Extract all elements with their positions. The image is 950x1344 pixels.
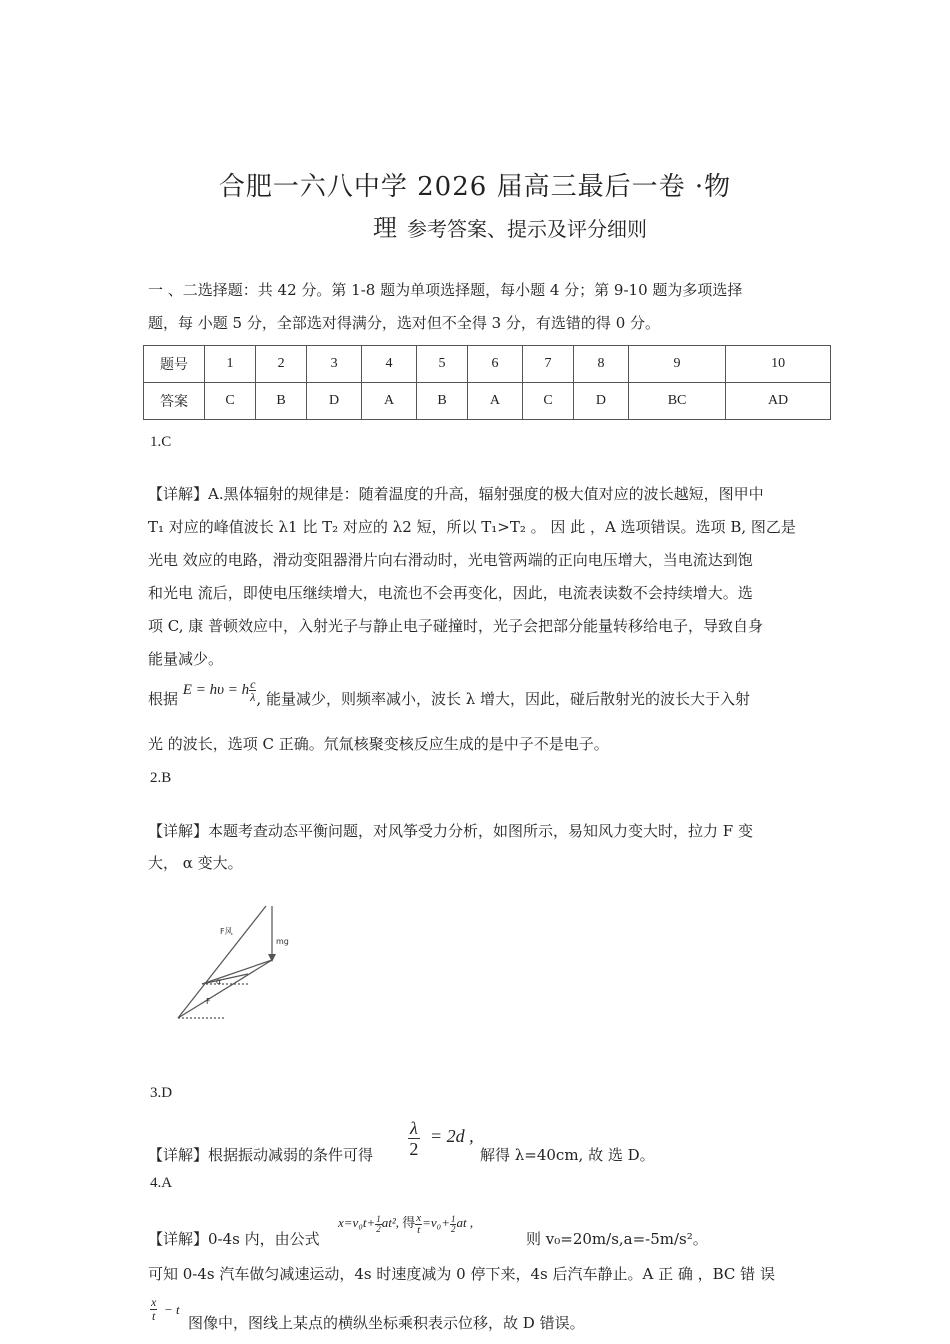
q4-line3: 图像中，图线上某点的横纵坐标乘积表示位移，故 D 错误。 xyxy=(188,1314,585,1332)
q3-equation-rhs: = 2d , xyxy=(430,1126,474,1146)
table-cell: A xyxy=(468,383,523,420)
table-cell: AD xyxy=(726,383,831,420)
q4-result: 则 v₀=20m/s,a=-5m/s²。 xyxy=(526,1230,708,1248)
q4-line2: 可知 0-4s 汽车做匀减速运动，4s 时速度减为 0 停下来，4s 后汽车静止。A 正 确 ，BC 错 误 xyxy=(148,1265,775,1283)
q3-fraction: λ 2 xyxy=(409,1118,419,1159)
table-cell: 6 xyxy=(468,346,523,383)
q2-line1: 【详解】本题考查动态平衡问题，对风筝受力分析，如图所示，易知风力变大时，拉力 F 变 xyxy=(148,822,753,840)
table-header-number: 题号 xyxy=(144,346,205,383)
table-header-answer: 答案 xyxy=(144,383,205,420)
table-cell: D xyxy=(307,383,362,420)
q1-formula-prefix: 根据 xyxy=(148,690,179,708)
table-cell: BC xyxy=(628,383,725,420)
table-row-answers xyxy=(144,383,831,420)
table-cell: A xyxy=(362,383,417,420)
q1-line: 【详解】A.黑体辐射的规律是：随着温度的升高，辐射强度的极大值对应的波长越短，图甲中 xyxy=(148,485,764,503)
fig-label-alpha: α xyxy=(216,977,222,986)
table-cell: B xyxy=(256,383,307,420)
q1-last-line: 光 的波长，选项 C 正确。氘氚核聚变核反应生成的是中子不是电子。 xyxy=(148,735,609,753)
title-subtitle: 参考答案、提示及评分细则 xyxy=(407,217,647,241)
table-cell: 4 xyxy=(362,346,417,383)
table-cell: 10 xyxy=(726,346,831,383)
q1-line: 和光电 流后，即使电压继续增大，电流也不会再变化，因此，电流表读数不会持续增大。选 xyxy=(148,584,753,602)
q3-label: 3.D xyxy=(150,1085,173,1101)
q1-line: 项 C, 康 普顿效应中，入射光子与静止电子碰撞时，光子会把部分能量转移给电子，导致自身 xyxy=(148,617,764,635)
q4-xt-fraction: x t xyxy=(151,1295,157,1323)
q4-label: 4.A xyxy=(150,1175,173,1191)
q2-label: 2.B xyxy=(150,770,172,786)
q3-suffix: 解得 λ=40cm, 故 选 D。 xyxy=(480,1146,655,1164)
q2-line2: 大， α 变大。 xyxy=(148,854,243,872)
q4-xt-tail: − t xyxy=(164,1302,180,1317)
table-cell: C xyxy=(522,383,573,420)
q1-line: 光电 效应的电路，滑动变阻器滑片向右滑动时，光电管两端的正向电压增大，当电流达到饱 xyxy=(148,551,753,569)
q1-formula-line xyxy=(148,676,838,715)
table-cell: 5 xyxy=(416,346,467,383)
q1-line: T₁ 对应的峰值波长 λ1 比 T₂ 对应的 λ2 短，所以 T₁>T₂ 。 因 此 ，A 选项错误。选项 B, 图乙是 xyxy=(148,518,796,536)
q1-explanation xyxy=(148,478,838,676)
table-cell: 8 xyxy=(574,346,629,383)
section-intro-line2: 题，每 小题 5 分，全部选对得满分，选对但不全得 3 分，有选错的得 0 分。 xyxy=(148,314,661,332)
table-row-numbers xyxy=(144,346,831,383)
q1-line: 能量减少。 xyxy=(148,650,224,668)
q1-formula-lhs: E = hυ = h xyxy=(182,682,250,698)
table-cell: 7 xyxy=(522,346,573,383)
document-title-line2 xyxy=(0,208,950,243)
fig-label-tension: F xyxy=(206,997,211,1006)
title-subject-char: 理 xyxy=(373,214,397,242)
table-cell: 2 xyxy=(256,346,307,383)
q4-prefix: 【详解】0-4s 内，由公式 xyxy=(148,1230,320,1248)
section-intro xyxy=(148,274,838,340)
q4-formula: x=v₀t+ $\frac{1}{2}$ at², 得 $\frac{x}{t}$ =v₀+ $\frac{1}{2}$ at , xyxy=(338,1211,474,1236)
q3-prefix: 【详解】根据振动减弱的条件可得 xyxy=(148,1146,374,1164)
section-intro-line1: 一 、二选择题：共 42 分。第 1-8 题为单项选择题，每小题 4 分；第 9-10 题为多项选择 xyxy=(148,281,743,299)
table-cell: 1 xyxy=(205,346,256,383)
fig-label-wind-force: F风 xyxy=(220,927,233,936)
q2-explanation xyxy=(148,815,838,879)
answer-table xyxy=(143,345,831,420)
document-title-line1: 合肥一六八中学 2026 届高三最后一卷 ·物 xyxy=(218,172,732,202)
q1-label: 1.C xyxy=(150,434,172,450)
q1-formula-suffix: , 能量减少，则频率减小，波长 λ 增大，因此，碰后散射光的波长大于入射 xyxy=(256,690,751,708)
table-cell: B xyxy=(416,383,467,420)
fig-label-gravity: mg xyxy=(276,937,289,946)
table-cell: D xyxy=(574,383,629,420)
table-cell: 3 xyxy=(307,346,362,383)
kite-force-diagram xyxy=(170,898,300,1023)
table-cell: 9 xyxy=(628,346,725,383)
q1-formula-fraction: $\frac{c}{\lambda}$ xyxy=(250,676,256,704)
table-cell: C xyxy=(205,383,256,420)
